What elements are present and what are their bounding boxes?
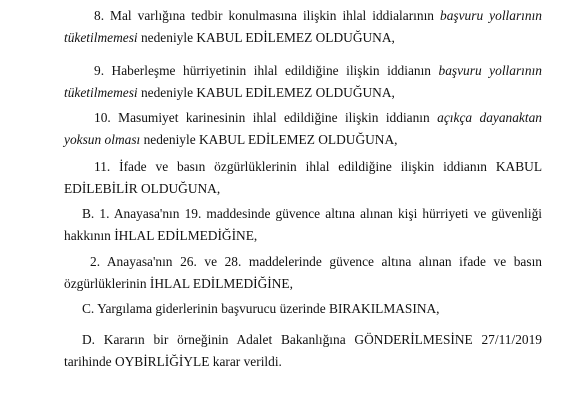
- paragraph-d-line-1: D. Kararın bir örneğinin Adalet Bakanlığına GÖNDERİLMESİNE 27/11/2019: [82, 332, 542, 347]
- paragraph-c-line-1: C. Yargılama giderlerinin başvurucu üzerinde BIRAKILMASINA,: [82, 301, 440, 316]
- paragraph-11-line-1: 11. İfade ve basın özgürlüklerinin ihlal edildiğine ilişkin iddianın KABUL: [94, 159, 542, 174]
- paragraph-11-line-2: EDİLEBİLİR OLDUĞUNA,: [64, 181, 221, 196]
- paragraph-8-line-1: 8. Mal varlığına tedbir konulmasına ilişkin ihlal iddialarının başvuru yollarının: [94, 8, 542, 23]
- paragraph-10-line-1: 10. Masumiyet karinesinin ihlal edildiğine ilişkin iddianın açıkça dayanaktan: [94, 110, 542, 125]
- paragraph-9-line-2: tüketilmemesi nedeniyle KABUL EDİLEMEZ OLDUĞUNA,: [64, 85, 395, 100]
- paragraph-b1-line-1: B. 1. Anayasa'nın 19. maddesinde güvence altına alınan kişi hürriyeti ve güvenliği: [82, 206, 542, 221]
- paragraph-b2-line-1: 2. Anayasa'nın 26. ve 28. maddelerinde güvence altına alınan ifade ve basın: [90, 254, 542, 269]
- paragraph-11: [64, 156, 542, 200]
- paragraph-c: [64, 298, 542, 320]
- paragraph-8-line-2: tüketilmemesi nedeniyle KABUL EDİLEMEZ OLDUĞUNA,: [64, 30, 395, 45]
- paragraph-d: [64, 329, 542, 373]
- paragraph-d-line-2: tarihinde OYBİRLİĞİYLE karar verildi.: [64, 354, 282, 369]
- paragraph-10: [64, 107, 542, 151]
- paragraph-b1-line-2: hakkının İHLAL EDİLMEDİĞİNE,: [64, 228, 258, 243]
- paragraph-b2: [64, 251, 542, 295]
- paragraph-b2-line-2: özgürlüklerinin İHLAL EDİLMEDİĞİNE,: [64, 276, 293, 291]
- paragraph-9: [64, 60, 542, 104]
- paragraph-9-line-1: 9. Haberleşme hürriyetinin ihlal edildiğine ilişkin iddianın başvuru yollarının: [94, 63, 542, 78]
- paragraph-10-line-2: yoksun olması nedeniyle KABUL EDİLEMEZ OLDUĞUNA,: [64, 132, 398, 147]
- paragraph-8: [64, 5, 542, 49]
- paragraph-b1: [64, 203, 542, 247]
